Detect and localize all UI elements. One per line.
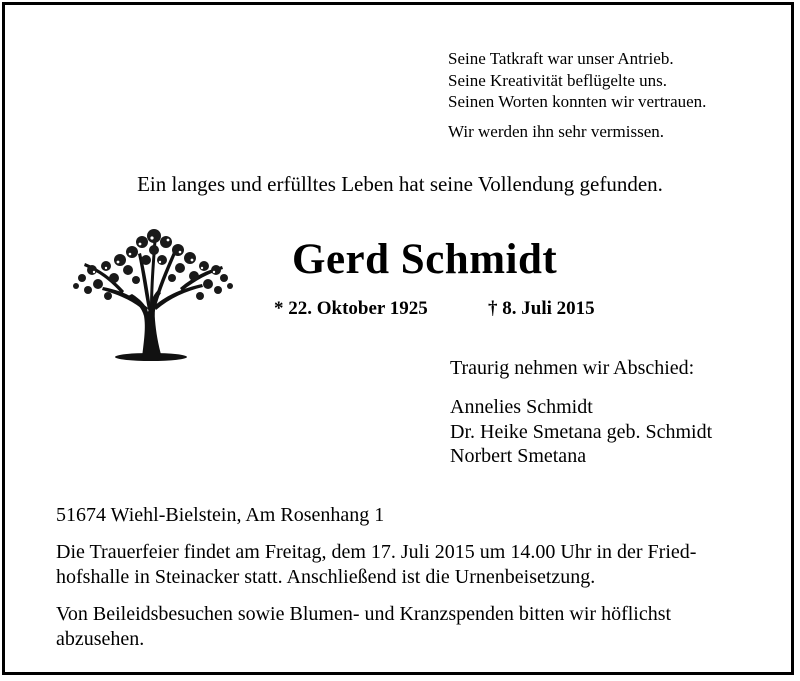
poem xyxy=(448,48,706,142)
mourners-heading: Traurig nehmen wir Abschied: xyxy=(450,357,695,379)
tree-icon xyxy=(62,220,240,364)
condolence-request xyxy=(56,602,671,652)
request-line: abzusehen. xyxy=(56,628,145,650)
request-line: Von Beileidsbesuchen sowie Blumen- und Kranzspenden bitten wir höflichst xyxy=(56,603,672,625)
funeral-info xyxy=(56,540,696,590)
birth-date: * 22. Oktober 1925 xyxy=(274,298,428,319)
poem-line: Seine Tatkraft war unser Antrieb. xyxy=(448,49,674,68)
death-date: † 8. Juli 2015 xyxy=(488,298,595,319)
funeral-line: Die Trauerfeier findet am Freitag, dem 17. Juli 2015 um 14.00 Uhr in der Fried- xyxy=(56,541,697,563)
poem-closing: Wir werden ihn sehr vermissen. xyxy=(448,121,665,141)
mourner-name: Annelies Schmidt xyxy=(450,396,593,418)
mourners-list xyxy=(450,395,712,469)
mourner-name: Norbert Smetana xyxy=(450,445,587,467)
address: 51674 Wiehl-Bielstein, Am Rosenhang 1 xyxy=(56,504,385,526)
mourner-name: Dr. Heike Smetana geb. Schmidt xyxy=(450,420,713,443)
deceased-name: Gerd Schmidt xyxy=(292,236,558,283)
funeral-line: hofshalle in Steinacker statt. Anschließend ist die Urnenbeisetzung. xyxy=(56,566,596,588)
poem-line: Seine Kreativität beflügelte uns. xyxy=(448,70,668,90)
intro-text: Ein langes und erfülltes Leben hat seine Vollendung gefunden. xyxy=(137,172,663,196)
poem-line: Seinen Worten konnten wir vertrauen. xyxy=(448,92,707,111)
